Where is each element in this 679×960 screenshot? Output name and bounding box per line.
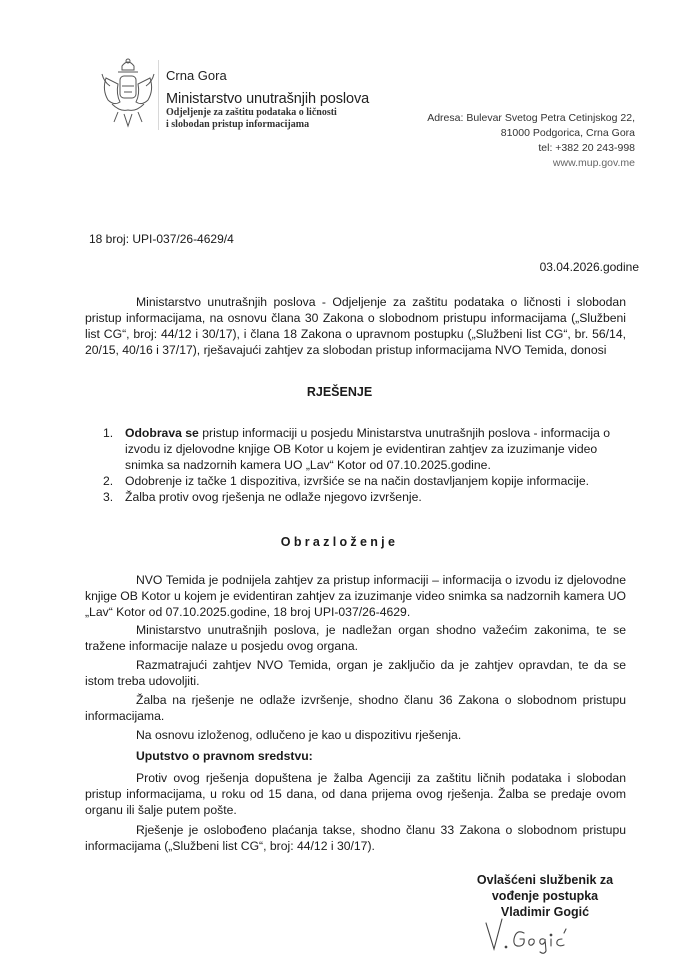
reasoning-paragraph-2: Ministarstvo unutrašnjih poslova, je nadležan organ shodno važećim zakonima, te se tražene informacije nalaze u posjedu ovog organa. bbox=[85, 623, 626, 653]
ministry-name: Ministarstvo unutrašnjih poslova bbox=[166, 91, 370, 107]
department-line-2: i slobodan pristup informacijama bbox=[166, 119, 310, 130]
item-number: 2. bbox=[103, 474, 114, 488]
header-divider bbox=[158, 60, 159, 130]
fee-exemption-note: Rješenje je oslobođeno plaćanja takse, shodno članu 33 Zakona o slobodnom pristupu informacijama („Službeni list CG“, broj: 44/12 i 30/17). bbox=[85, 823, 626, 853]
reference-number: 18 broj: UPI-037/26-4629/4 bbox=[89, 232, 234, 246]
item-text: Žalba protiv ovog rješenja ne odlaže njegovo izvršenje. bbox=[125, 490, 422, 504]
document-date: 03.04.2026.godine bbox=[539, 260, 639, 274]
department-line-1: Odjeljenje za zaštitu podataka o ličnosti bbox=[166, 107, 337, 118]
item-text: pristup informaciji u posjedu Ministarstva unutrašnjih poslova - informacija o izvodu iz djelovodne knjige OB Kotor u kojem je evidentiran zahtjev za izuzimanje video snimka sa nadzornih kamera UO „Lav“ Kotor od 07.10.2025.godine. bbox=[125, 426, 611, 472]
dispositive-item bbox=[103, 425, 638, 473]
handwritten-signature bbox=[480, 915, 590, 955]
dispositive-item bbox=[103, 489, 638, 505]
reasoning-paragraph-4: Žalba na rješenje ne odlaže izvršenje, shodno članu 36 Zakona o slobodnom pristupu informacijama. bbox=[85, 693, 626, 723]
dispositive-list bbox=[103, 425, 638, 505]
signatory-block bbox=[440, 872, 650, 920]
intro-paragraph: Ministarstvo unutrašnjih poslova - Odjeljenje za zaštitu podataka o ličnosti i slobodan pristup informacijama, na osnovu člana 30 Zakona o slobodnom pristupu informacijama („Službeni list CG“, broj: 44/12 i 30/17), i člana 18 Zakona o upravnom postupku („Službeni list CG“, br. 56/14, 20/15, 40/16 i 37/17), rješavajući zahtjev za slobodan pristup informacijama NVO Temida, donosi bbox=[85, 295, 626, 357]
reasoning-title: Obrazloženje bbox=[280, 535, 399, 549]
item-number: 1. bbox=[103, 426, 114, 440]
website-link[interactable]: www.mup.gov.me bbox=[552, 157, 635, 169]
reasoning-paragraph-3: Razmatrajući zahtjev NVO Temida, organ je zaključio da je zahtjev opravdan, te da se istom treba udovoljiti. bbox=[85, 658, 626, 688]
decision-title: RJEŠENJE bbox=[306, 385, 373, 399]
ministry-address-block bbox=[427, 111, 635, 171]
signatory-role-line-2: vođenje postupka bbox=[491, 889, 599, 903]
address-line-1: Adresa: Bulevar Svetog Petra Cetinjskog 22, bbox=[427, 112, 635, 124]
country-name: Crna Gora bbox=[166, 68, 227, 83]
reasoning-paragraph-5: Na osnovu izloženog, odlučeno je kao u dispozitivu rješenja. bbox=[136, 728, 462, 742]
dispositive-item bbox=[103, 473, 638, 489]
signatory-name: Vladimir Gogić bbox=[500, 905, 590, 919]
phone-number: tel: +382 20 243-998 bbox=[538, 142, 635, 154]
reasoning-paragraph-1: NVO Temida je podnijela zahtjev za pristup informaciji – informacija o izvodu iz djelovodne knjige OB Kotor u kojem je evidentiran zahtjev za izuzimanje video snimka sa nadzornih kamera UO „Lav“ Kotor od 07.10.2025.godine, 18 broj UPI-037/26-4629. bbox=[85, 573, 626, 619]
item-bold-lead: Odobrava se bbox=[125, 426, 199, 440]
item-number: 3. bbox=[103, 490, 114, 504]
legal-remedy-title: Uputstvo o pravnom sredstvu: bbox=[136, 749, 313, 763]
address-line-2: 81000 Podgorica, Crna Gora bbox=[500, 127, 635, 139]
department-name bbox=[166, 107, 337, 131]
signatory-role-line-1: Ovlašćeni službenik za bbox=[476, 873, 614, 887]
montenegro-coat-of-arms-icon bbox=[100, 56, 156, 132]
item-text: Odobrenje iz tačke 1 dispozitiva, izvršiće se na način dostavljanjem kopije informacije. bbox=[125, 474, 590, 488]
legal-remedy-text: Protiv ovog rješenja dopuštena je žalba Agenciji za zaštitu ličnih podataka i slobodan pristup informacijama, u roku od 15 dana, od dana prijema ovog rješenja. Žalba se predaje ovom organu ili šalje putem pošte. bbox=[85, 771, 626, 817]
